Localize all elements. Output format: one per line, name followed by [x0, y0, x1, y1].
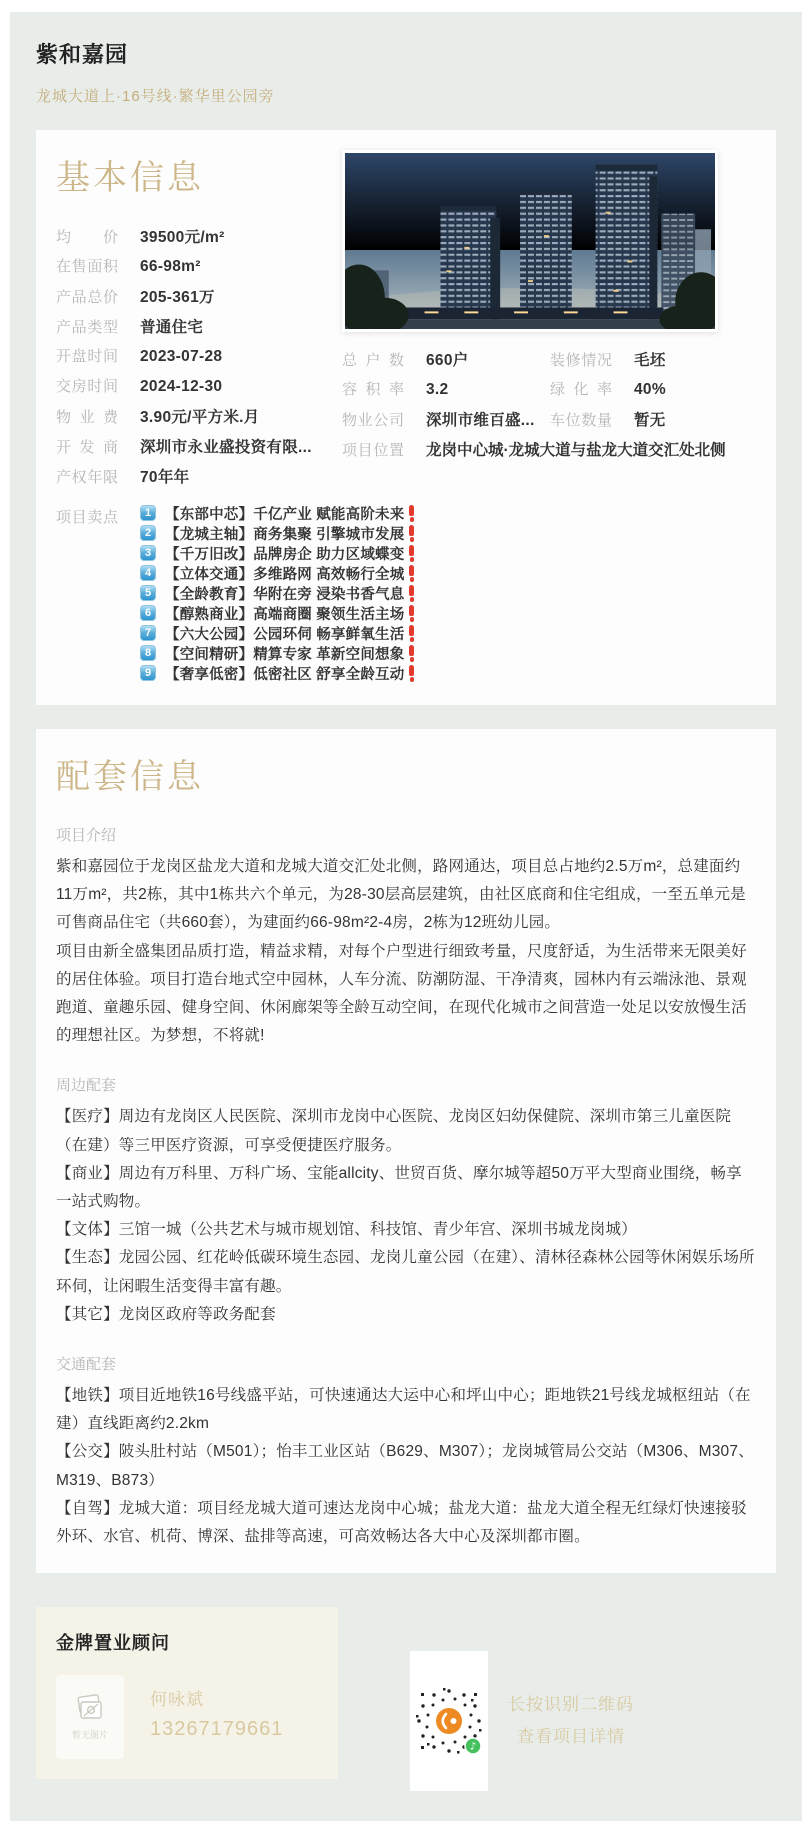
- number-badge-icon: 8: [140, 645, 156, 661]
- info-row-households: [342, 348, 550, 378]
- info-row-delivery-date: [56, 375, 342, 405]
- intro-label: 项目介绍: [56, 827, 117, 844]
- row-label: 产品总价: [56, 289, 118, 306]
- qr-center-logo-icon: [436, 1708, 462, 1734]
- row-value: 深圳市维百盛...: [426, 412, 535, 429]
- traffic-paragraph: 【公交】陂头肚村站（M501）；怡丰工业区站（B629、M307）；龙岗城管局公交站（M306、M307、M319、B873）: [56, 1443, 754, 1489]
- wechat-music-badge-icon: [465, 1738, 481, 1754]
- info-row-total-price: [56, 285, 342, 315]
- row-value: 70年年: [140, 469, 190, 486]
- number-badge-icon: 1: [140, 505, 156, 521]
- footer-area: [36, 1607, 776, 1791]
- svg-text:♪: ♪: [469, 1741, 477, 1753]
- exclamation-icon: [409, 625, 414, 642]
- row-value: 3.2: [426, 381, 449, 398]
- row-value: 2024-12-30: [140, 378, 223, 395]
- row-label: 物业费: [56, 409, 118, 426]
- intro-paragraph: 紫和嘉园位于龙岗区盐龙大道和龙城大道交汇处北侧，路网通达，项目总占地约2.5万m²，总建面约11万m²，共2栋，其中1栋共六个单元，为28-30层高层建筑，由社区底商和住宅组成，一至五单元是可售商品住宅（共660套），为建面约66-98m²2-4房，2栋为12班幼儿园。: [56, 858, 746, 932]
- row-label: 开盘时间: [56, 348, 118, 365]
- traffic-paragraph: 【自驾】龙城大道：项目经龙城大道可速达龙岗中心城；盐龙大道：盐龙大道全程无红绿灯快速接驳外环、水官、机荷、博深、盐排等高速，可高效畅达各大中心及深圳都市圈。: [56, 1499, 747, 1546]
- row-value: 普通住宅: [140, 319, 204, 336]
- exclamation-icon: [409, 645, 414, 662]
- number-badge-icon: 4: [140, 565, 156, 581]
- row-label: 开发商: [56, 439, 118, 456]
- selling-point-item: 7 【六大公园】公园环伺 畅享鲜氧生活: [140, 623, 414, 643]
- exclamation-icon: [409, 585, 414, 602]
- row-label: 在售面积: [56, 258, 118, 275]
- row-value: 205-361万: [140, 289, 215, 306]
- exclamation-icon: [409, 665, 414, 682]
- no-image-label: 暂无图片: [71, 1729, 108, 1740]
- selling-points-label: 项目卖点: [56, 509, 118, 526]
- info-row-parking: [550, 408, 756, 438]
- qr-group: [410, 1651, 634, 1791]
- exclamation-icon: [409, 525, 414, 542]
- exclamation-icon: [409, 605, 414, 622]
- row-value: 2023-07-28: [140, 348, 223, 365]
- number-badge-icon: 6: [140, 605, 156, 621]
- row-value: 40%: [634, 381, 666, 398]
- number-badge-icon: 5: [140, 585, 156, 601]
- row-value: 深圳市永业盛投资有限...: [140, 439, 312, 456]
- traffic-paragraph: 【地铁】项目近地铁16号线盛平站，可快速通达大运中心和坪山中心；距地铁21号线龙城枢纽站（在建）直线距离约2.2km: [56, 1387, 751, 1433]
- page-title: 紫和嘉园: [36, 42, 129, 67]
- nearby-paragraph: 【商业】周边有万科里、万科广场、宝能allcity、世贸百货、摩尔城等超50万平大型商业围绕，畅享一站式购物。: [56, 1164, 742, 1211]
- selling-points-list: [140, 503, 414, 683]
- qr-code[interactable]: [410, 1651, 488, 1791]
- selling-point-item: 8 【空间精研】精算专家 革新空间想象: [140, 643, 414, 663]
- selling-point-item: 9 【奢享低密】低密社区 舒享全龄互动: [140, 663, 414, 683]
- selling-point-item: 2 【龙城主轴】商务集聚 引擎城市发展: [140, 523, 414, 543]
- row-label: 容积率: [342, 381, 404, 398]
- row-label: 车位数量: [550, 412, 612, 429]
- row-label: 均价: [56, 229, 118, 246]
- info-row-plot-ratio: [342, 378, 550, 408]
- avatar-placeholder: [56, 1675, 124, 1759]
- page-card: [10, 12, 802, 1821]
- exclamation-icon: [409, 505, 414, 522]
- qr-caption-line2: 查看项目详情: [517, 1727, 625, 1747]
- amenities-panel: [36, 729, 776, 1573]
- row-label: 装修情况: [550, 352, 612, 369]
- row-label: 项目位置: [342, 442, 404, 459]
- consultant-name: 何咏斌: [150, 1690, 204, 1710]
- basic-info-heading: 基本信息: [56, 159, 204, 197]
- property-photo: [342, 150, 718, 332]
- row-value: 39500元/m²: [140, 229, 225, 246]
- no-image-icon: [72, 1694, 108, 1724]
- row-value: 3.90元/平方米.月: [140, 409, 260, 426]
- number-badge-icon: 3: [140, 545, 156, 561]
- info-row-area: [56, 255, 342, 285]
- row-value: 暂无: [634, 412, 666, 429]
- info-row-location: [342, 438, 756, 468]
- number-badge-icon: 7: [140, 625, 156, 641]
- row-label: 物业公司: [342, 412, 404, 429]
- basic-info-panel: [36, 130, 776, 705]
- amenities-heading: 配套信息: [56, 758, 204, 796]
- selling-point-item: 3 【千万旧改】品牌房企 助力区域蝶变: [140, 543, 414, 563]
- traffic-label: 交通配套: [56, 1356, 117, 1374]
- info-row-property-fee: [56, 405, 342, 435]
- info-row-price: [56, 225, 342, 255]
- row-value: 66-98m²: [140, 258, 201, 275]
- consultant-heading: 金牌置业顾问: [56, 1633, 170, 1654]
- row-value: 毛坯: [634, 352, 666, 369]
- selling-point-item: 1 【东部中芯】千亿产业 赋能高阶未来: [140, 503, 414, 523]
- nearby-label: 周边配套: [56, 1077, 117, 1095]
- info-row-tenure: [56, 465, 342, 495]
- number-badge-icon: 2: [140, 525, 156, 541]
- nearby-paragraph: 【文体】三馆一城（公共艺术与城市规划馆、科技馆、青少年宫、深圳书城龙岗城）: [56, 1221, 637, 1239]
- selling-point-item: 4 【立体交通】多维路网 高效畅行全城: [140, 563, 414, 583]
- consultant-card: [36, 1607, 338, 1779]
- property-photo-illustration: [345, 153, 715, 329]
- row-value: 龙岗中心城·龙城大道与盐龙大道交汇处北侧: [426, 442, 726, 459]
- consultant-phone[interactable]: 13267179661: [150, 1718, 284, 1741]
- number-badge-icon: 9: [140, 665, 156, 681]
- qr-caption: [508, 1689, 634, 1754]
- info-row-green-ratio: [550, 378, 756, 408]
- info-row-developer: [56, 435, 342, 465]
- row-label: 产权年限: [56, 469, 118, 486]
- row-value: 660户: [426, 352, 469, 369]
- mini-program-qr-icon: [413, 1685, 485, 1757]
- qr-caption-line1: 长按识别二维码: [508, 1694, 634, 1714]
- selling-points-block: [56, 503, 756, 683]
- info-row-property-company: [342, 408, 550, 438]
- row-label: 绿化率: [550, 381, 612, 398]
- info-row-decoration: [550, 348, 756, 378]
- nearby-paragraph: 【生态】龙园公园、红花岭低碳环境生态园、龙岗儿童公园（在建）、清林径森林公园等休闲娱乐场所环伺，让闲暇生活变得丰富有趣。: [56, 1249, 755, 1295]
- info-row-type: [56, 315, 342, 345]
- page-subtitle: 龙城大道上·16号线·繁华里公园旁: [36, 88, 275, 105]
- exclamation-icon: [409, 565, 414, 582]
- selling-point-item: 5 【全龄教育】华附在旁 浸染书香气息: [140, 583, 414, 603]
- nearby-paragraph: 【医疗】周边有龙岗区人民医院、深圳市龙岗中心医院、龙岗区妇幼保健院、深圳市第三儿童医院（在建）等三甲医疗资源，可享受便捷医疗服务。: [56, 1108, 732, 1154]
- row-label: 交房时间: [56, 378, 118, 395]
- info-row-open-date: [56, 345, 342, 375]
- exclamation-icon: [409, 545, 414, 562]
- row-label: 总户数: [342, 352, 404, 369]
- selling-point-item: 6 【醇熟商业】高端商圈 聚领生活主场: [140, 603, 414, 623]
- row-label: 产品类型: [56, 319, 118, 336]
- nearby-paragraph: 【其它】龙岗区政府等政务配套: [56, 1305, 276, 1323]
- intro-paragraph: 项目由新全盛集团品质打造，精益求精，对每个户型进行细致考量，尺度舒适，为生活带来无限美好的居住体验。项目打造台地式空中园林，人车分流、防潮防湿、干净清爽，园林内有云端泳池、景观跑道、童趣乐园、健身空间、休闲廊架等全龄互动空间，在现代化城市之间营造一处足以安放慢生活的理想社区。为梦想，不将就!: [56, 942, 747, 1045]
